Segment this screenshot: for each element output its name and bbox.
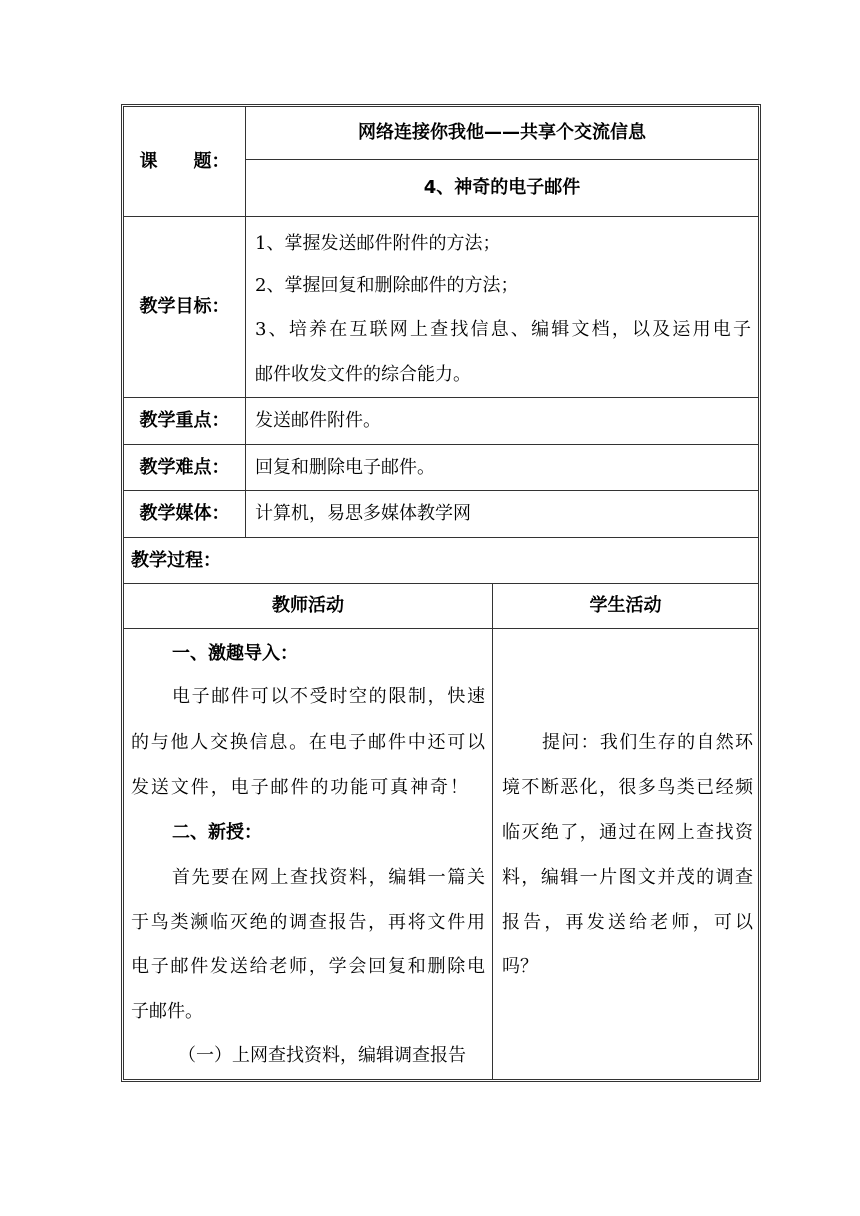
objectives-label: 教学目标： (139, 296, 230, 317)
objective-item: 1、掌握发送邮件附件的方法； (255, 233, 501, 254)
process-label: 教学过程： (131, 549, 221, 571)
objective-item: 2、掌握回复和删除邮件的方法； (255, 275, 519, 296)
student-paragraph-line: 临灭绝了，通过在网上查找资 (502, 822, 753, 843)
unit-title: 网络连接你我他——共享个交流信息 (358, 122, 646, 143)
student-paragraph-line: 报告，再发送给老师，可以 (502, 912, 753, 933)
divider (492, 583, 493, 1079)
student-paragraph-line: 境不断恶化，很多鸟类已经频 (502, 777, 753, 798)
student-paragraph-line: 料，编辑一片图文并茂的调查 (502, 867, 753, 888)
teacher-column-header: 教师活动 (272, 595, 344, 616)
student-column-header: 学生活动 (589, 595, 662, 616)
key-point-value: 发送邮件附件。 (255, 410, 381, 431)
teacher-paragraph-line: 首先要在网上查找资料，编辑一篇关 (172, 867, 485, 888)
key-point-label: 教学重点： (139, 410, 230, 431)
section-heading: 一、激趣导入： (172, 643, 298, 664)
divider (124, 628, 758, 629)
media-value: 计算机，易思多媒体教学网 (255, 503, 471, 524)
subject-label: 课 题： (139, 150, 230, 172)
difficulty-value: 回复和删除电子邮件。 (255, 456, 435, 478)
section-heading: 二、新授： (172, 822, 262, 843)
media-label: 教学媒体： (139, 503, 230, 524)
step-heading: （一）上网查找资料，编辑调查报告 (178, 1045, 466, 1066)
student-paragraph-line: 吗？ (502, 956, 538, 977)
teacher-paragraph-line: 的与他人交换信息。在电子邮件中还可以 (131, 732, 485, 753)
lesson-title: 4、神奇的电子邮件 (423, 177, 581, 198)
objective-item: 3、培养在互联网上查找信息、编辑文档，以及运用电子 (255, 319, 751, 340)
difficulty-label: 教学难点： (139, 456, 230, 478)
teacher-paragraph-line: 电子邮件可以不受时空的限制，快速 (172, 686, 485, 707)
teacher-paragraph-line: 发送文件，电子邮件的功能可真神奇！ (131, 777, 468, 798)
teacher-paragraph-line: 电子邮件发送给老师，学会回复和删除电 (131, 956, 485, 977)
objective-item: 邮件收发文件的综合能力。 (255, 364, 471, 385)
teacher-paragraph-line: 于鸟类濒临灭绝的调查报告，再将文件用 (131, 912, 485, 933)
teacher-paragraph-line: 子邮件。 (131, 1001, 203, 1022)
student-paragraph-line: 提问：我们生存的自然环 (542, 732, 753, 753)
